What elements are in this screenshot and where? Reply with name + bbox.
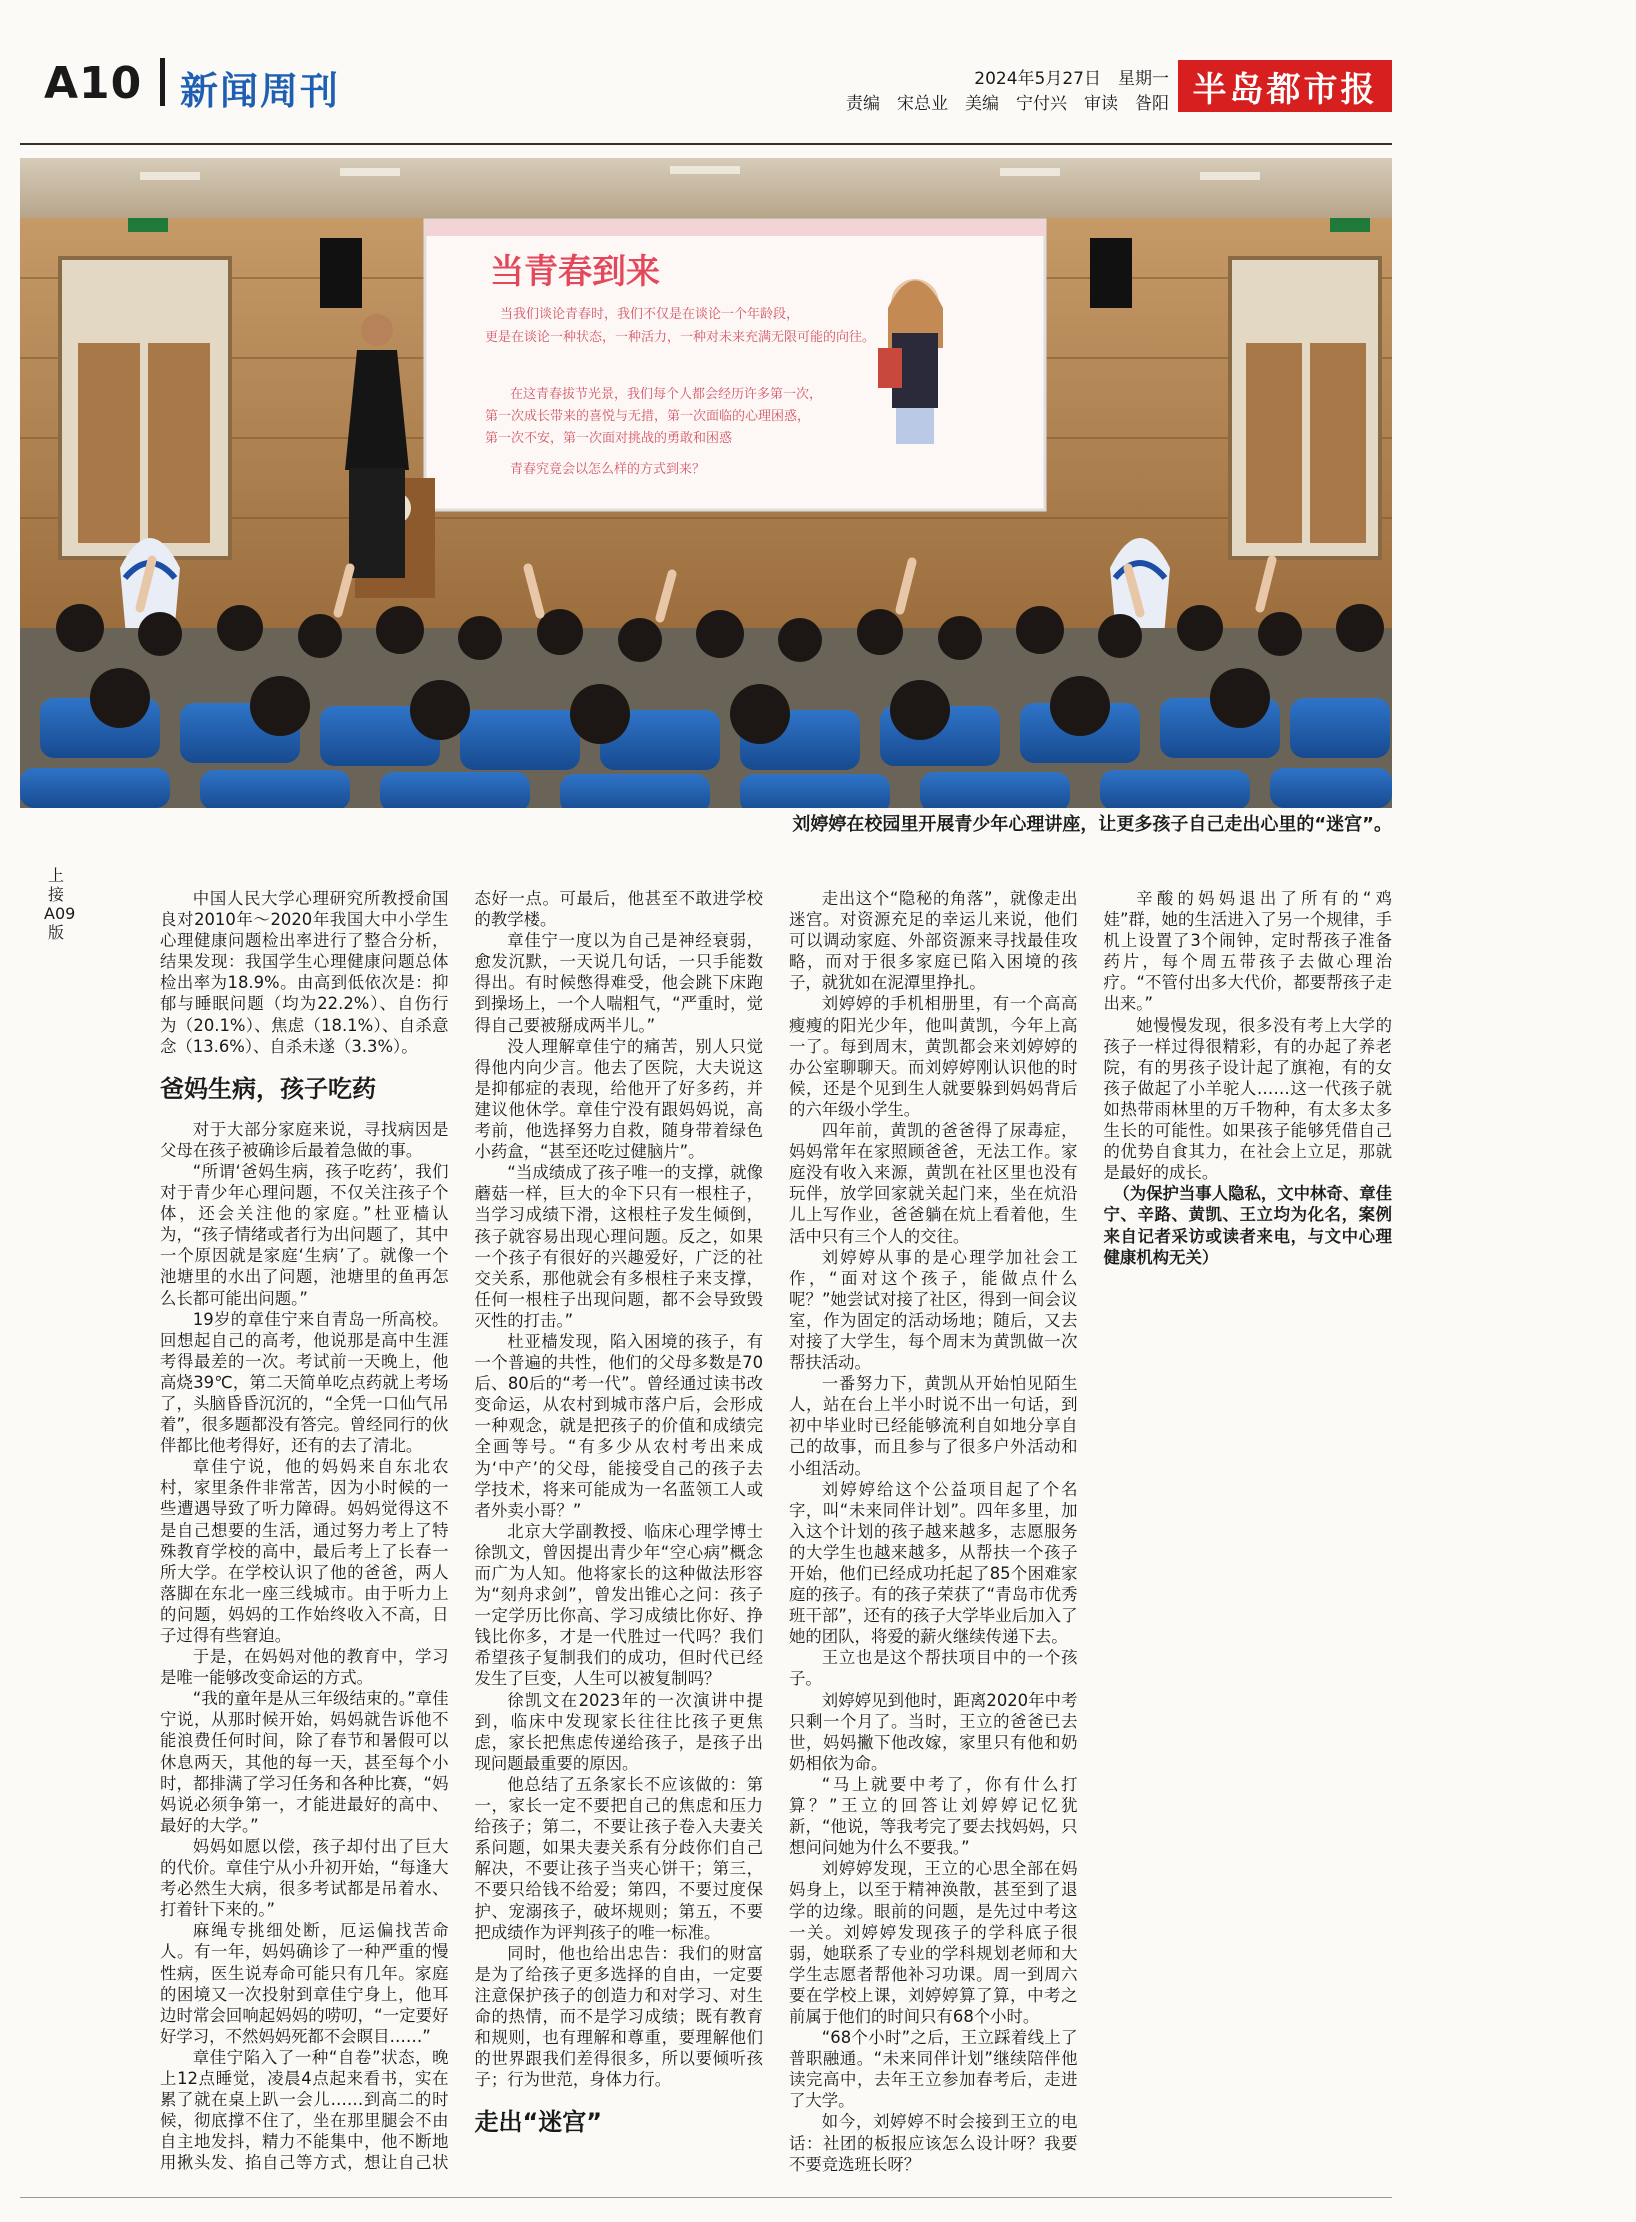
page-number: A10 <box>44 58 143 109</box>
paragraph: “所谓‘爸妈生病，孩子吃药’，我们对于青少年心理问题，不仅关注孩子个体，还会关注他的家庭。”杜亚樯认为，“孩子情绪或者行为出问题了，其中一个原因就是家庭‘生病’了。就像一个池塘里的水出了问题，池塘里的鱼再怎么长都可能出问题。” <box>160 1161 449 1308</box>
paragraph: 他总结了五条家长不应该做的：第一，家长一定不要把自己的焦虑和压力给孩子；第二，不要让孩子卷入夫妻关系问题，如果夫妻关系有分歧你们自己解决，不要让孩子当夹心饼干；第三，不要只给钱不给爱；第四，不要过度保护、宠溺孩子，破坏规则；第五，不要把成绩作为评判孩子的唯一标准。 <box>474 1774 763 1942</box>
continued-from-note: 上接A09版 <box>44 866 76 942</box>
paragraph: 于是，在妈妈对他的教育中，学习是唯一能够改变命运的方式。 <box>160 1647 449 1688</box>
paragraph: 北京大学副教授、临床心理学博士徐凯文，曾因提出青少年“空心病”概念而广为人知。他将家长的这种做法形容为“刻舟求剑”，曾发出锥心之问：孩子一定学历比你高、学习成绩比你好、挣钱比你多，才是一代胜过一代吗？我们希望孩子复制我们的成功，但时代已经发生了巨变，人生可以被复制吗？ <box>474 1521 763 1689</box>
paragraph: “当成绩成了孩子唯一的支撑，就像蘑菇一样，巨大的伞下只有一根柱子，当学习成绩下滑，这根柱子发生倾倒，孩子就容易出现心理问题。反之，如果一个孩子有很好的兴趣爱好，广泛的社交关系，那他就会有多根柱子来支撑，任何一根柱子出现问题，都不会导致毁灭性的打击。” <box>474 1163 763 1330</box>
paragraph: 王立也是这个帮扶项目中的一个孩子。 <box>789 1648 1078 1689</box>
paragraph: 章佳宁一度以为自己是神经衰弱，愈发沉默，一天说几句话，一只手能数得出。有时候憋得难受，他会跳下床跑到操场上，一个人喘粗气，“严重时，觉得自己要被掰成两半儿。” <box>474 931 763 1035</box>
slide-title: 当青春到来 <box>490 252 660 292</box>
editors-line: 责编 宋总业 美编 宁付兴 审读 昝阳 <box>846 94 1169 114</box>
slide-line: 第一次不安，第一次面对挑战的勇敢和困惑 <box>485 431 733 446</box>
paragraph: 对于大部分家庭来说，寻找病因是父母在孩子被确诊后最着急做的事。 <box>160 1119 449 1160</box>
paragraph: 没人理解章佳宁的痛苦，别人只觉得他内向少言。他去了医院，大夫说这是抑郁症的表现，给他开了好多药，并建议他休学。章佳宁没有跟妈妈说，高考前，他选择努力自救，随身带着绿色小药盒，“甚至还吃过健脑片”。 <box>474 1036 763 1162</box>
header-rule <box>20 143 1392 145</box>
paragraph: 妈妈如愿以偿，孩子却付出了巨大的代价。章佳宁从小升初开始，“每逢大考必然生大病，很多考试都是吊着水、打着针下来的。” <box>160 1836 449 1920</box>
lecture-photo-illustration <box>20 158 1392 808</box>
section-title: 新闻周刊 <box>180 69 341 113</box>
header-divider <box>160 58 165 106</box>
paragraph: 刘婷婷发现，王立的心思全部在妈妈身上，以至于精神涣散，甚至到了退学的边缘。眼前的问题，是先过中考这一关。刘婷婷发现孩子的学科底子很弱，她联系了专业的学科规划老师和大学生志愿者帮他补习功课。周一到周六要在学校上课，刘婷婷算了算，中考之前属于他们的时间只有68个小时。 <box>789 1859 1078 2026</box>
paragraph: 刘婷婷从事的是心理学加社会工作，“面对这个孩子，能做点什么呢？”她尝试对接了社区，得到一间会议室，作为固定的活动场地；随后，又去对接了大学生，每个周末为黄凯做一次帮扶活动。 <box>789 1247 1078 1373</box>
slide-line: 在这青春拔节光景，我们每个人都会经历许多第一次， <box>510 387 823 402</box>
slide-line: 青春究竟会以怎么样的方式到来？ <box>510 462 706 477</box>
newspaper-logo: 半岛都市报 <box>1178 60 1392 112</box>
paragraph: “我的童年是从三年级结束的。”章佳宁说，从那时候开始，妈妈就告诉他不能浪费任何时间，除了春节和暑假可以休息两天，其他的每一天，甚至每个小时，都排满了学习任务和各种比赛，“妈妈说必须争第一，才能进最好的高中、最好的大学。” <box>160 1689 449 1835</box>
paragraph: 同时，他也给出忠告：我们的财富是为了给孩子更多选择的自由，一定要注意保护孩子的创造力和对学习、对生命的热情，而不是学习成绩；既有教育和规则，也有理解和尊重，要理解他们的世界跟我们差得很多，所以要倾听孩子；行为世范，身体力行。 <box>474 1943 763 2090</box>
photo-caption: 刘婷婷在校园里开展青少年心理讲座，让更多孩子自己走出心里的“迷宫”。 <box>792 814 1392 835</box>
paragraph: 中国人民大学心理研究所教授俞国良对2010年～2020年我国大中小学生心理健康问题检出率进行了整合分析，结果发现：我国学生心理健康问题总体检出率为18.9%。由高到低依次是：抑郁与睡眠问题（均为22.2%）、自伤行为（20.1%）、焦虑（18.1%）、自杀意念（13.6%）、自杀未遂（3.3%）。 <box>160 889 449 1056</box>
paragraph: 四年前，黄凯的爸爸得了尿毒症，妈妈常年在家照顾爸爸，无法工作。家庭没有收入来源，黄凯在社区里也没有玩伴，放学回家就关起门来，坐在炕沿儿上写作业，爸爸躺在炕上看着他，生活中只有三个人的交往。 <box>789 1121 1078 1246</box>
paragraph: 章佳宁说，他的妈妈来自东北农村，家里条件非常苦，因为小时候的一些遭遇导致了听力障碍。妈妈觉得这不是自己想要的生活，通过努力考上了特殊教育学校的高中，最后考上了长春一所大学。在学校认识了他的爸爸，两人落脚在东北一座三线城市。由于听力上的问题，妈妈的工作始终收入不高，日子过得有些窘迫。 <box>160 1457 449 1645</box>
paragraph: “马上就要中考了，你有什么打算？”王立的回答让刘婷婷记忆犹新，“他说，等我考完了要去找妈妈，只想问问她为什么不要我。” <box>789 1774 1078 1858</box>
paragraph: 如今，刘婷婷不时会接到王立的电话：社团的板报应该怎么设计呀？我要不要竞选班长呀？ <box>789 2112 1078 2174</box>
bottom-rule <box>20 2197 1392 2198</box>
slide-line: 第一次成长带来的喜悦与无措，第一次面临的心理困惑， <box>485 409 811 424</box>
date-line: 2024年5月27日 星期一 <box>974 69 1169 89</box>
paragraph: 一番努力下，黄凯从开始怕见陌生人，站在台上半小时说不出一句话，到初中毕业时已经能够流利自如地分享自己的故事，而且参与了很多户外活动和小组活动。 <box>789 1374 1078 1478</box>
paragraph: 辛酸的妈妈退出了所有的“鸡娃”群，她的生活进入了另一个规律，手机上设置了3个闹钟，定时帮孩子准备药片，每个周五带孩子去做心理治疗。“不管付出多大代价，都要帮孩子走出来。” <box>1103 889 1392 1014</box>
slide-line: 更是在谈论一种状态，一种活力，一种对未来充满无限可能的向往。 <box>485 330 876 345</box>
paragraph: 刘婷婷给这个公益项目起了个名字，叫“未来同伴计划”。四年多里，加入这个计划的孩子越来越多，志愿服务的大学生也越来越多，从帮扶一个孩子开始，他们已经成功托起了85个困难家庭的孩子。有的孩子荣获了“青岛市优秀班干部”，还有的孩子大学毕业后加入了她的团队，将爱的薪火继续传递下去。 <box>789 1479 1078 1647</box>
paragraph: 19岁的章佳宁来自青岛一所高校。回想起自己的高考，他说那是高中生涯考得最差的一次。考试前一天晚上，他高烧39℃，第二天简单吃点药就上考场了，头脑昏昏沉沉的，“全凭一口仙气吊着”，很多题都没有答完。曾经同行的伙伴都比他考得好，还有的去了清北。 <box>160 1309 449 1456</box>
page-header <box>0 0 1636 130</box>
paragraph: 徐凯文在2023年的一次演讲中提到，临床中发现家长往往比孩子更焦虑，家长把焦虑传递给孩子，是孩子出现问题最重要的原因。 <box>474 1690 763 1773</box>
paragraph: 章佳宁陷入了一种“自卷”状态，晚上12点睡觉，凌晨4点起来看书，实在累了就在桌上趴一会儿……到高二的时候，彻底撑不住了，坐在那里腿会不由自主地发抖，精力不能集中，他不断地用揪头发、掐自己等方式，想让自己状态好一点。可最后，他甚至不敢进学校的教学楼。 <box>160 889 763 2173</box>
paragraph: 走出这个“隐秘的角落”，就像走出迷宫。对资源充足的幸运儿来说，他们可以调动家庭、外部资源来寻找最佳攻略，而对于很多家庭已陷入困境的孩子，就犹如在泥潭里挣扎。 <box>789 889 1078 993</box>
paragraph: 杜亚樯发现，陷入困境的孩子，有一个普遍的共性，他们的父母多数是70后、80后的“考一代”。曾经通过读书改变命运，从农村到城市落户后，会形成一种观念，就是把孩子的价值和成绩完全画等号。“有多少从农村考出来成为‘中产’的父母，能接受自己的孩子去学技术，将来可能成为一名蓝领工人或者外卖小哥？” <box>474 1331 763 1520</box>
subheading: 走出“迷宫” <box>474 2108 603 2137</box>
article-body <box>160 888 1392 2192</box>
paragraph: 刘婷婷见到他时，距离2020年中考只剩一个月了。当时，王立的爸爸已去世，妈妈撇下他改嫁，家里只有他和奶奶相依为命。 <box>789 1690 1078 1773</box>
paragraph: 麻绳专挑细处断，厄运偏找苦命人。有一年，妈妈确诊了一种严重的慢性病，医生说寿命可能只有几年。家庭的困境又一次投射到章佳宁身上，他耳边时常会回响起妈妈的唠叨，“一定要好好学习，不然妈妈死都不会瞑目……” <box>160 1921 449 2046</box>
paragraph: 刘婷婷的手机相册里，有一个高高瘦瘦的阳光少年，他叫黄凯，今年上高一了。每到周末，黄凯都会来刘婷婷的办公室聊聊天。而刘婷婷刚认识他的时候，还是个见到生人就要躲到妈妈背后的六年级小学生。 <box>789 994 1078 1119</box>
subheading: 爸妈生病，孩子吃药 <box>160 1074 376 1103</box>
slide-line: 当我们谈论青春时，我们不仅是在谈论一个年龄段， <box>500 307 800 322</box>
privacy-note: （为保护当事人隐私，文中林奇、章佳宁、辛路、黄凯、王立均为化名，案例来自记者采访或读者来电，与文中心理健康机构无关） <box>1103 1184 1392 1267</box>
lecture-photo <box>20 158 1392 808</box>
paragraph: “68个小时”之后，王立踩着线上了普职融通。“未来同伴计划”继续陪伴他读完高中，去年王立参加春考后，走进了大学。 <box>789 2028 1078 2111</box>
paragraph: 她慢慢发现，很多没有考上大学的孩子一样过得很精彩，有的办起了养老院，有的男孩子设计起了旗袍，有的女孩子做起了小羊驼人……这一代孩子就如热带雨林里的万千物种，有太多太多生长的可能性。如果孩子能够凭借自己的优势自食其力，在社会上立足，那就是最好的成长。 <box>1103 1015 1392 1183</box>
